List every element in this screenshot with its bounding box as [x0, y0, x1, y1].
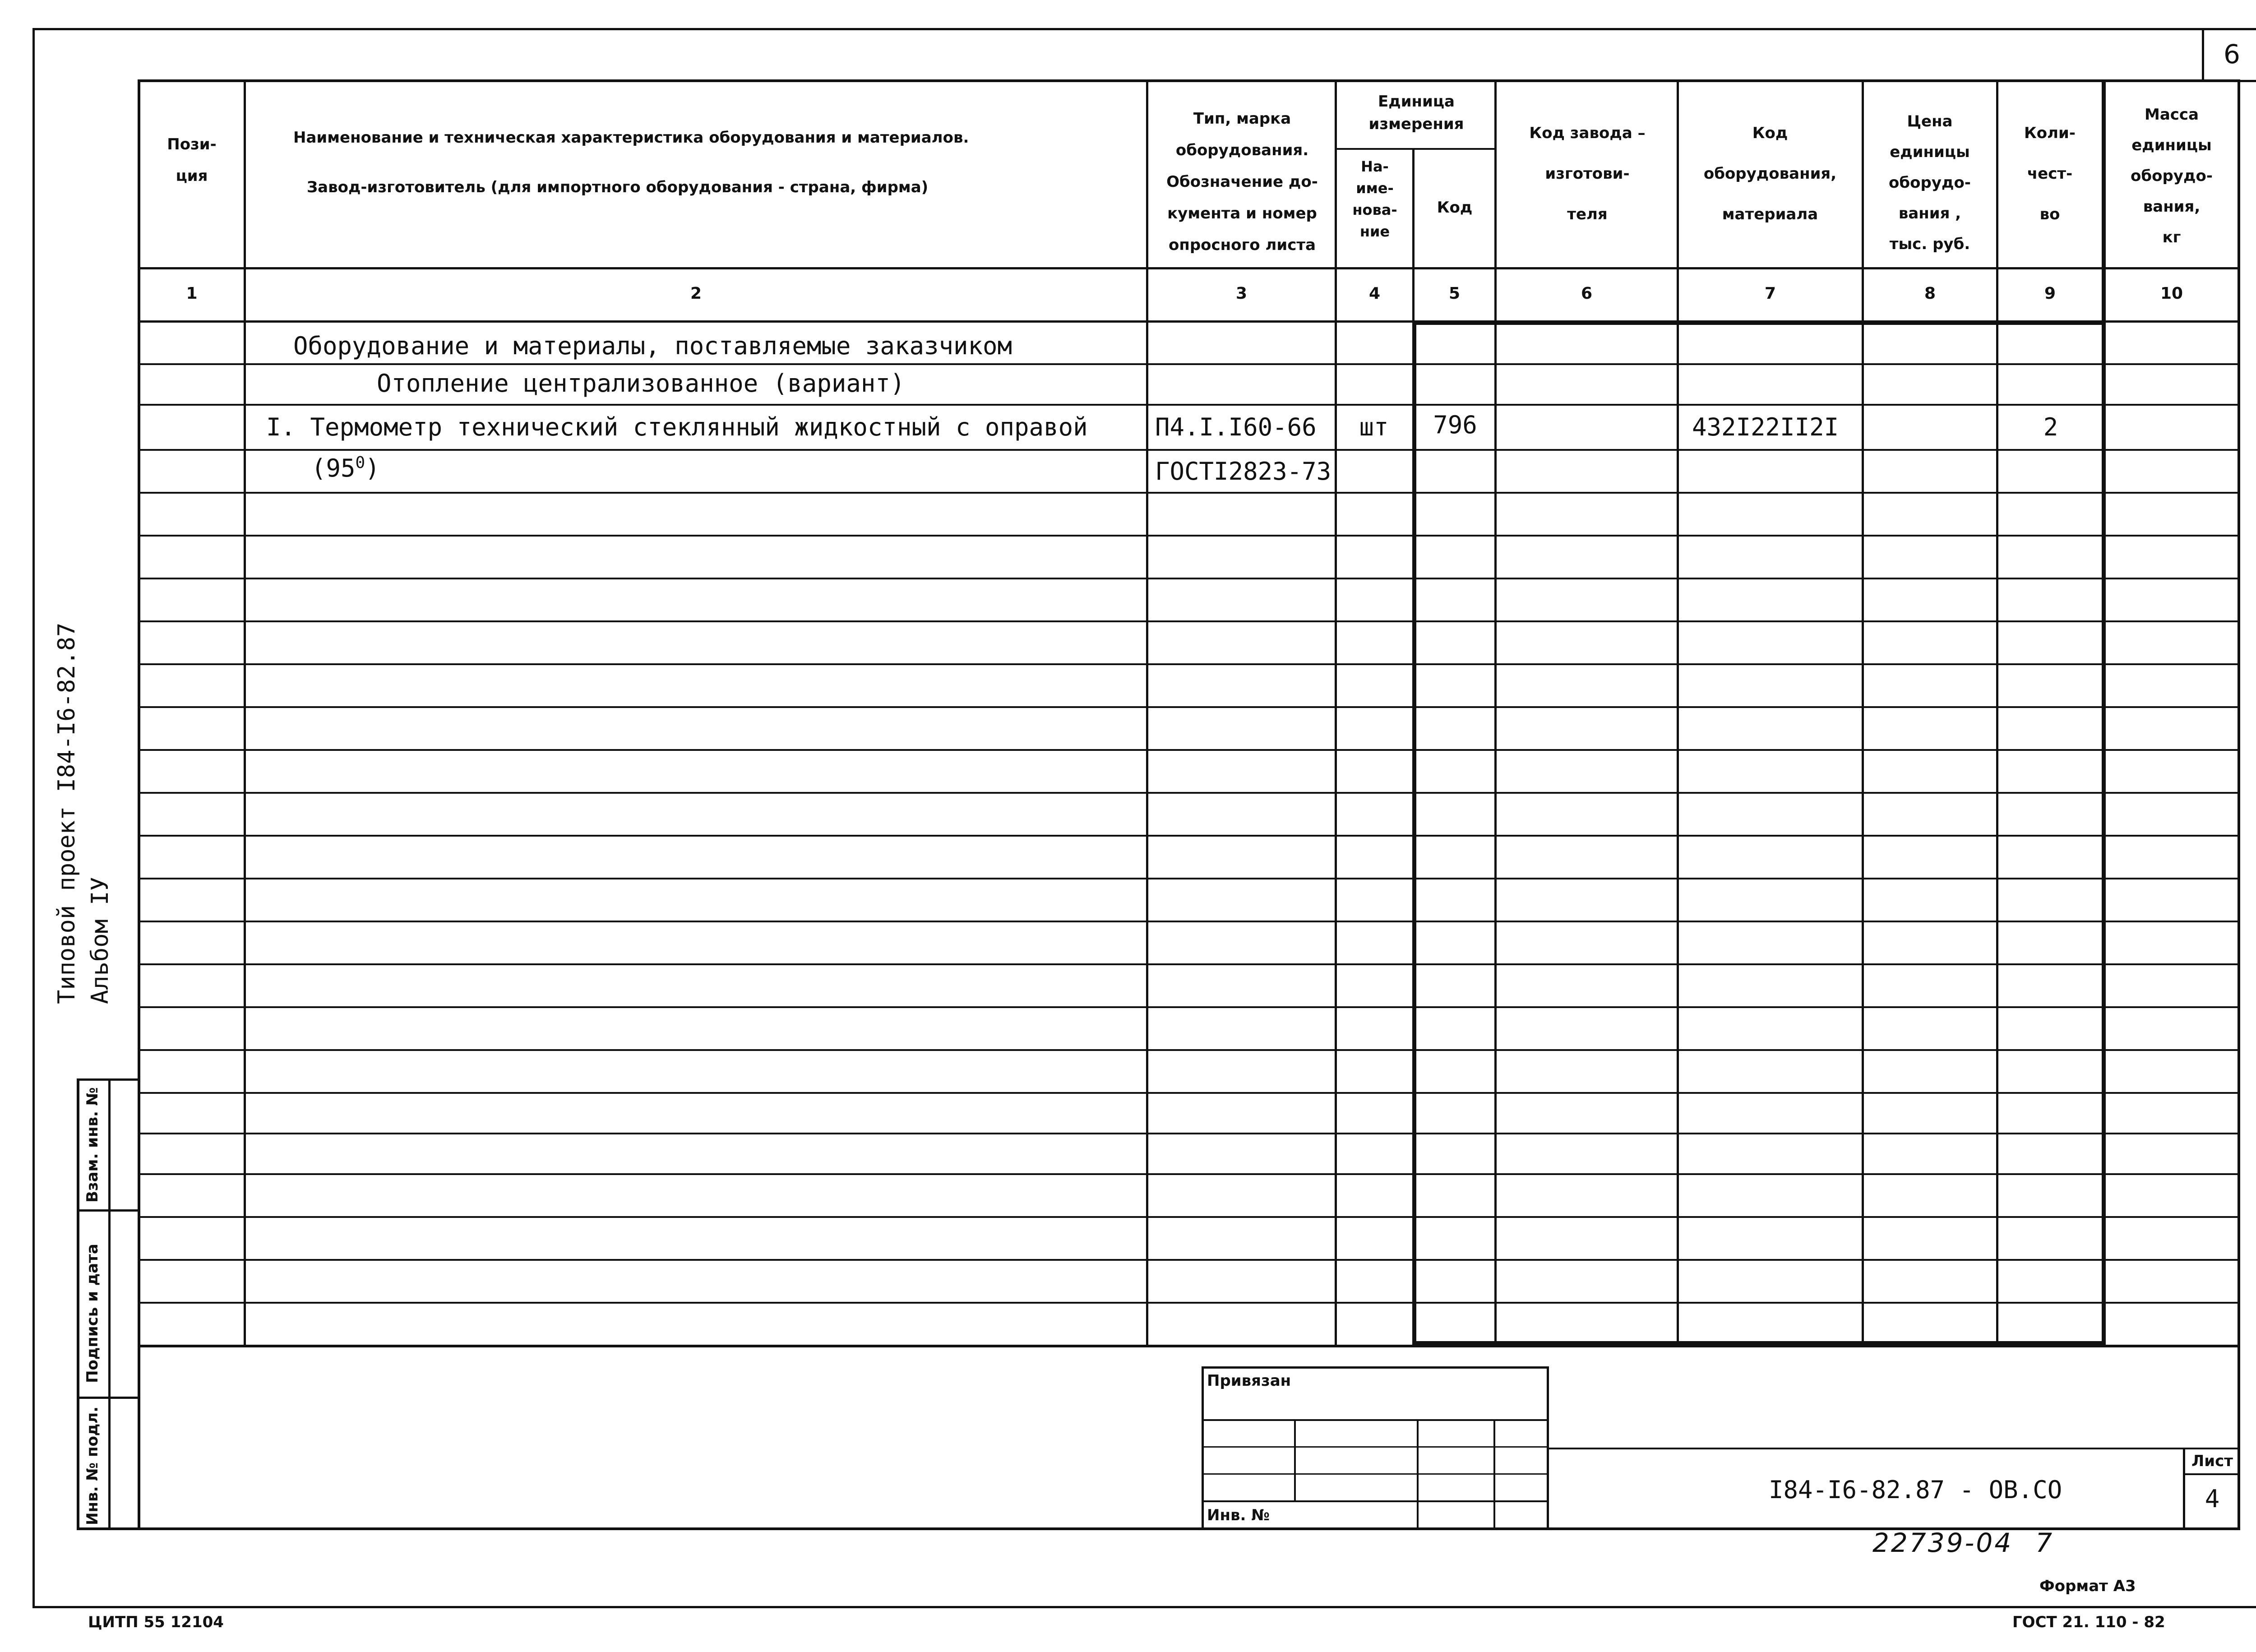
col5-header: Код: [1437, 199, 1473, 217]
privyazan-left: [1202, 1366, 1204, 1529]
col-line-1: [244, 79, 246, 1347]
handwritten-code: 22739-04 7: [1872, 1527, 2054, 1558]
row-3-qty: 2: [2043, 413, 2058, 441]
outer-frame: [32, 28, 2256, 1608]
row-line: [138, 1173, 2240, 1175]
doc-code-top-line: [1549, 1448, 2240, 1449]
privyazan-top: [1202, 1366, 1549, 1369]
col-line-8: [1996, 79, 1998, 1347]
side-stamp-vzam: Взам. инв. №: [83, 1087, 102, 1203]
row-line: [138, 921, 2240, 922]
col2-header-line2: Завод-изготовитель (для импортного оборудования - страна, фирма): [307, 178, 929, 196]
row-line: [138, 578, 2240, 579]
row-line: [138, 878, 2240, 879]
side-stamp-divider: [108, 1078, 111, 1530]
col-number-7: 7: [1764, 284, 1776, 303]
row-3-type: П4.I.I60-66: [1155, 413, 1317, 441]
list-label: Лист: [2191, 1452, 2233, 1470]
doc-code: I84-I6-82.87 - ОВ.СО: [1769, 1476, 2062, 1504]
col-number-10: 10: [2160, 284, 2183, 303]
col9-header: Коли- чест- во: [2024, 124, 2076, 223]
col-line-5: [1494, 79, 1497, 1347]
col6-header: Код завода – изготови- теля: [1529, 124, 1646, 223]
col-line-6: [1677, 79, 1679, 1347]
row-line: [138, 749, 2240, 751]
row-2-name: Отопление централизованное (вариант): [377, 369, 905, 398]
col3-header: Тип, марка оборудования. Обозначение до- кумента и номер опросного листа: [1166, 110, 1318, 254]
row-line: [138, 363, 2240, 365]
privyazan-label: Привязан: [1207, 1372, 1291, 1390]
list-box-sep: [2183, 1473, 2240, 1475]
row-line: [138, 1216, 2240, 1218]
privyazan-col-2: [1417, 1419, 1419, 1530]
row-3-unit: шт: [1359, 413, 1389, 441]
col-line-2: [1146, 79, 1148, 1347]
header-bottom-line: [138, 267, 2240, 269]
row-line: [138, 1049, 2240, 1051]
side-title-line1: Типовой проект I84-I6-82.87: [53, 622, 80, 1004]
inv-no-label: Инв. №: [1207, 1506, 1270, 1524]
side-title-line2: Альбом IУ: [87, 877, 114, 1004]
col10-header: Масса единицы оборудо- вания, кг: [2131, 106, 2213, 246]
side-stamp-sep-2: [77, 1397, 140, 1399]
row-line: [138, 1133, 2240, 1134]
side-stamp-right: [138, 1345, 140, 1530]
col1-header: Пози- ция: [167, 135, 217, 185]
side-stamp-left: [77, 1078, 79, 1530]
privyazan-col-3: [1493, 1419, 1495, 1530]
row-4-type: ГОСТI2823-73: [1155, 457, 1331, 486]
unit-group-header: Единица измерения: [1368, 93, 1464, 133]
bold-box-top: [1412, 321, 2106, 325]
col-number-3: 3: [1235, 284, 1248, 303]
col-number-8: 8: [1924, 284, 1936, 303]
privyazan-col-1: [1294, 1419, 1296, 1500]
list-box-left: [2183, 1448, 2185, 1530]
sheet-corner-number: 6: [2202, 28, 2256, 82]
col-number-1: 1: [186, 284, 198, 303]
row-line: [138, 792, 2240, 794]
privyazan-row-1: [1202, 1419, 1549, 1421]
row-line: [138, 620, 2240, 622]
row-1-name: Оборудование и материалы, поставляемые заказчиком: [293, 332, 1012, 360]
row-line: [138, 1302, 2240, 1304]
side-stamp-podpis: Подпись и дата: [83, 1244, 102, 1383]
row-line: [138, 663, 2240, 665]
col8-header: Цена единицы оборудо- вания , тыс. руб.: [1889, 112, 1971, 253]
row-line: [138, 835, 2240, 837]
table-left-border: [138, 79, 140, 1347]
row-line: [138, 449, 2240, 451]
col-line-9: [2102, 79, 2106, 1347]
col2-header-line1: Наименование и техническая характеристика оборудования и материалов.: [293, 129, 969, 147]
row-3-equip-code: 432I22II2I: [1692, 413, 1839, 441]
table-top-border: [138, 79, 2240, 82]
col-line-7: [1862, 79, 1864, 1347]
table-right-border: [2238, 79, 2240, 1530]
privyazan-row-3: [1202, 1473, 1549, 1475]
row-line: [138, 1259, 2240, 1261]
row-line: [138, 1092, 2240, 1094]
privyazan-row-2: [1202, 1446, 1549, 1448]
row-line: [138, 535, 2240, 537]
row-3-unit-code: 796: [1433, 411, 1477, 439]
col-number-2: 2: [690, 284, 702, 303]
footer-left: ЦИТП 55 12104: [88, 1613, 224, 1631]
bold-box-bottom: [1412, 1341, 2106, 1345]
row-line: [138, 706, 2240, 708]
list-number: 4: [2205, 1485, 2220, 1513]
privyazan-row-4: [1202, 1500, 1549, 1502]
col-number-5: 5: [1448, 284, 1461, 303]
row-line: [138, 492, 2240, 494]
format-label: Формат А3: [2039, 1577, 2136, 1595]
row-line: [138, 963, 2240, 965]
footer-right: ГОСТ 21. 110 - 82: [2012, 1613, 2165, 1631]
col7-header: Код оборудования, материала: [1703, 124, 1837, 223]
side-stamp-inv: Инв. № подл.: [83, 1406, 102, 1525]
row-line: [138, 404, 2240, 406]
col-number-4: 4: [1368, 284, 1381, 303]
col-number-9: 9: [2044, 284, 2056, 303]
row-3-name: I. Термометр технический стеклянный жидкостный с оправой: [266, 413, 1088, 441]
col-line-3: [1335, 79, 1337, 1347]
side-stamp-sep-1: [77, 1209, 140, 1212]
row-4-name: $(95^0)$: [311, 453, 380, 482]
row-line: [138, 1006, 2240, 1008]
col-number-6: 6: [1581, 284, 1593, 303]
unit-group-line: [1336, 148, 1496, 150]
col4-header: На- име- нова- ние: [1352, 158, 1397, 240]
